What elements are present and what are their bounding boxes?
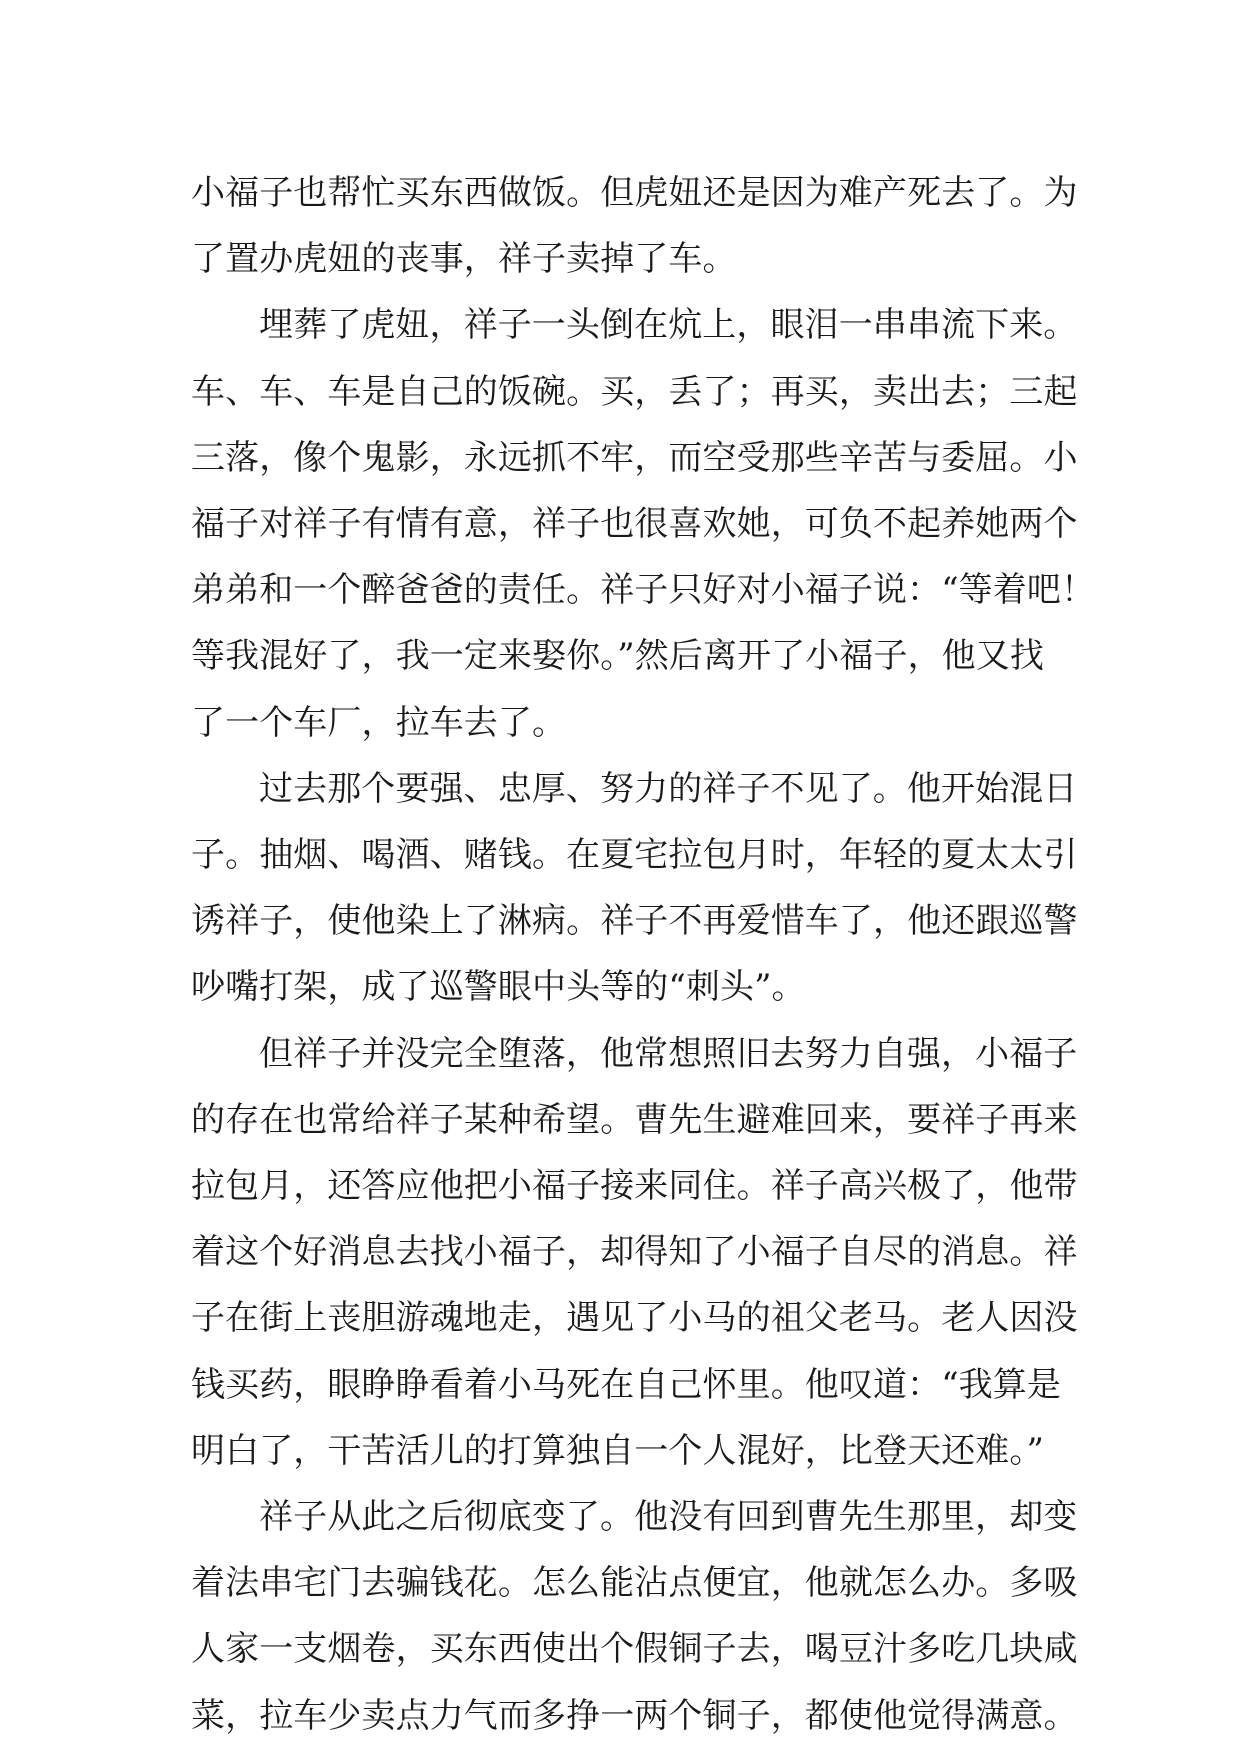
body-text (191, 160, 1096, 1749)
text-line: 弟弟和一个醉爸爸的责任。祥子只好对小福子说：“等着吧！ (191, 570, 1096, 611)
text-line: 菜，拉车少卖点力气而多挣一两个铜子，都使他觉得满意。 (191, 1695, 1078, 1736)
text-line: 了一个车厂，拉车去了。 (191, 702, 567, 743)
text-line: 福子对祥子有情有意，祥子也很喜欢她，可负不起养她两个 (191, 504, 1078, 545)
text-line: 祥子从此之后彻底变了。他没有回到曹先生那里，却变 (259, 1497, 1078, 1538)
text-line: 埋葬了虎妞，祥子一头倒在炕上，眼泪一串串流下来。 (259, 305, 1078, 346)
text-line: 的存在也常给祥子某种希望。曹先生避难回来，要祥子再来 (191, 1099, 1078, 1140)
paragraph-2 (191, 292, 1096, 755)
text-line: 钱买药，眼睁睁看着小马死在自己怀里。他叹道：“我算是 (191, 1364, 1061, 1405)
text-line: 着这个好消息去找小福子，却得知了小福子自尽的消息。祥 (191, 1232, 1078, 1273)
text-line: 诱祥子，使他染上了淋病。祥子不再爱惜车了，他还跟巡警 (191, 901, 1078, 942)
text-line: 车、车、车是自己的饭碗。买，丢了；再买，卖出去；三起 (191, 371, 1078, 412)
text-line: 着法串宅门去骗钱花。怎么能沾点便宜，他就怎么办。多吸 (191, 1563, 1078, 1604)
text-line: 拉包月，还答应他把小福子接来同住。祥子高兴极了，他带 (191, 1166, 1078, 1207)
text-line: 等我混好了，我一定来娶你。”然后离开了小福子，他又找 (191, 636, 1044, 677)
paragraph-5 (191, 1484, 1078, 1749)
text-line: 了置办虎妞的丧事，祥子卖掉了车。 (191, 239, 737, 280)
paragraph-4 (191, 1021, 1078, 1484)
text-line: 过去那个要强、忠厚、努力的祥子不见了。他开始混日 (259, 768, 1078, 809)
text-line: 子在街上丧胆游魂地走，遇见了小马的祖父老马。老人因没 (191, 1298, 1078, 1339)
text-line: 子。抽烟、喝酒、赌钱。在夏宅拉包月时，年轻的夏太太引 (191, 835, 1078, 876)
text-line: 明白了，干苦活儿的打算独自一个人混好，比登天还难。” (191, 1430, 1044, 1471)
text-line: 三落，像个鬼影，永远抓不牢，而空受那些辛苦与委屈。小 (191, 437, 1078, 478)
text-line: 但祥子并没完全堕落，他常想照旧去努力自强，小福子 (259, 1033, 1078, 1074)
paragraph-3 (191, 756, 1078, 1021)
text-line: 吵嘴打架，成了巡警眼中头等的“刺头”。 (191, 967, 806, 1008)
paragraph-1 (191, 160, 1078, 292)
text-line: 小福子也帮忙买东西做饭。但虎妞还是因为难产死去了。为 (191, 173, 1078, 213)
text-line: 人家一支烟卷，买东西使出个假铜子去，喝豆汁多吃几块咸 (191, 1629, 1078, 1670)
